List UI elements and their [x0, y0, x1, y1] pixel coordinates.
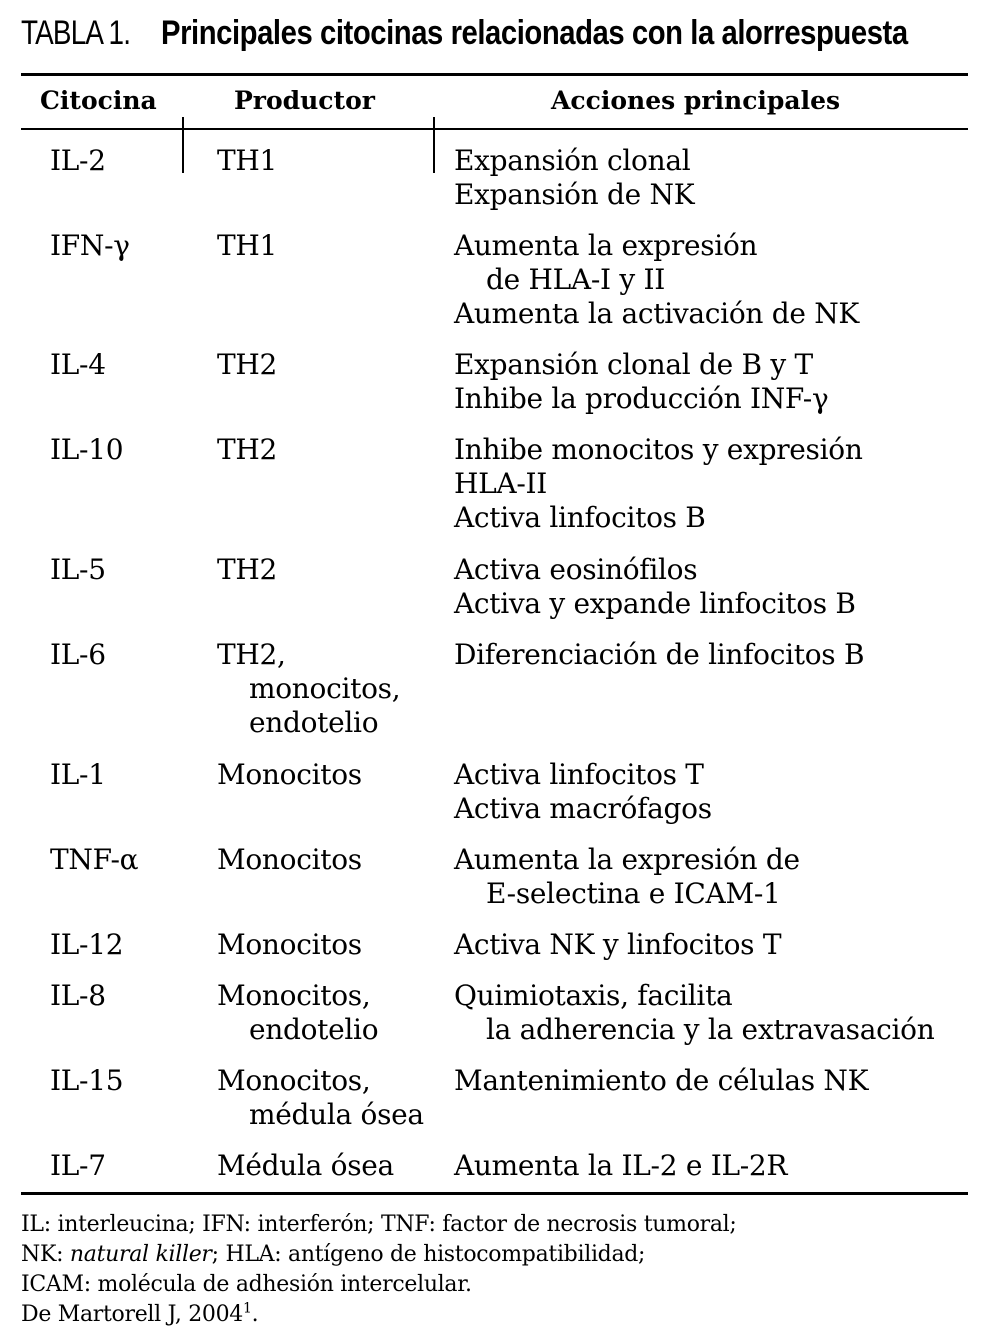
- producer-line: Monocitos: [217, 843, 362, 876]
- column-divider: [182, 117, 184, 173]
- action-line: Diferenciación de linfocitos B: [454, 638, 865, 671]
- source-end: .: [251, 1302, 259, 1327]
- producer-line: TH2: [217, 433, 278, 466]
- source-ref: 1: [243, 1300, 252, 1317]
- source-text: De Martorell J, 2004: [21, 1302, 244, 1327]
- action-line: Quimiotaxis, facilita: [454, 979, 733, 1012]
- table-title-row: [21, 14, 908, 53]
- table-title: Principales citocinas relacionadas con la alorrespuesta: [161, 14, 908, 52]
- cytokine-cell: IL-12: [50, 928, 124, 961]
- actions-cell: [454, 1064, 868, 1098]
- footnote-line: [21, 1240, 737, 1270]
- producer-line: TH1: [217, 229, 278, 262]
- producer-line: Monocitos,: [217, 979, 371, 1012]
- producer-cell: [217, 979, 378, 1047]
- header-producer: Productor: [234, 86, 375, 115]
- action-line: HLA-II: [454, 467, 548, 500]
- cytokine-cell: IL-8: [50, 979, 106, 1012]
- actions-cell: [454, 979, 934, 1047]
- producer-line: TH2: [217, 553, 278, 586]
- actions-cell: [454, 229, 859, 331]
- action-line: Activa NK y linfocitos T: [454, 928, 782, 961]
- cytokine-cell: IFN-γ: [50, 229, 130, 262]
- action-line: Aumenta la IL-2 e IL-2R: [454, 1149, 788, 1182]
- header-rule: [21, 128, 968, 130]
- action-line: de HLA-I y II: [486, 263, 665, 296]
- producer-line: Monocitos: [217, 928, 362, 961]
- cytokine-cell: IL-6: [50, 638, 106, 671]
- producer-line: TH2,: [217, 638, 286, 671]
- cytokine-cell: TNF-α: [50, 843, 139, 876]
- producer-line: Monocitos,: [217, 1064, 371, 1097]
- action-line: Activa y expande linfocitos B: [454, 587, 856, 620]
- producer-cell: [217, 433, 277, 467]
- cytokine-cell: IL-15: [50, 1064, 124, 1097]
- top-rule: [21, 73, 968, 76]
- footnote-text: NK:: [21, 1242, 70, 1267]
- table-footnotes: [21, 1210, 737, 1330]
- header-cytokine: Citocina: [40, 86, 157, 115]
- footnote-italic: natural killer: [69, 1242, 212, 1267]
- column-divider: [433, 117, 435, 173]
- cytokine-cell: IL-4: [50, 348, 106, 381]
- producer-cell: [217, 348, 277, 382]
- actions-cell: [454, 144, 694, 212]
- cytokine-cell: IL-2: [50, 144, 106, 177]
- source-citation: [21, 1300, 737, 1330]
- actions-cell: [454, 928, 781, 962]
- action-line: Aumenta la expresión: [454, 229, 758, 262]
- action-line: Expansión clonal de B y T: [454, 348, 813, 381]
- footnote-line: ICAM: molécula de adhesión intercelular.: [21, 1272, 472, 1297]
- producer-cell: [217, 553, 277, 587]
- cytokine-cell: IL-5: [50, 553, 106, 586]
- actions-cell: [454, 348, 828, 416]
- actions-cell: [454, 1149, 787, 1183]
- bottom-rule: [21, 1192, 968, 1195]
- actions-cell: [454, 843, 800, 911]
- cytokine-cell: IL-7: [50, 1149, 106, 1182]
- producer-cell: [217, 144, 277, 178]
- action-line: Activa linfocitos B: [454, 501, 706, 534]
- header-actions: Acciones principales: [551, 86, 841, 115]
- producer-cell: [217, 638, 400, 740]
- action-line: Expansión clonal: [454, 144, 691, 177]
- action-line: Activa eosinófilos: [454, 553, 698, 586]
- footnote-text: ; HLA: antígeno de histocompatibilidad;: [211, 1242, 646, 1267]
- producer-cell: [217, 758, 362, 792]
- producer-line: endotelio: [249, 1013, 379, 1046]
- producer-cell: [217, 1064, 424, 1132]
- producer-line: TH2: [217, 348, 278, 381]
- action-line: la adherencia y la extravasación: [486, 1013, 935, 1046]
- producer-line: médula ósea: [249, 1098, 424, 1131]
- footnote-line: IL: interleucina; IFN: interferón; TNF: factor de necrosis tumoral;: [21, 1212, 737, 1237]
- action-line: Inhibe monocitos y expresión: [454, 433, 863, 466]
- action-line: Expansión de NK: [454, 178, 695, 211]
- action-line: E-selectina e ICAM-1: [486, 877, 781, 910]
- producer-cell: [217, 843, 362, 877]
- producer-line: Monocitos: [217, 758, 362, 791]
- actions-cell: [454, 638, 864, 672]
- action-line: Aumenta la expresión de: [454, 843, 800, 876]
- actions-cell: [454, 433, 863, 535]
- actions-cell: [454, 758, 712, 826]
- producer-cell: [217, 1149, 394, 1183]
- action-line: Inhibe la producción INF-γ: [454, 382, 829, 415]
- cytokine-cell: IL-10: [50, 433, 124, 466]
- producer-line: Médula ósea: [217, 1149, 394, 1182]
- producer-cell: [217, 229, 277, 263]
- producer-line: monocitos,: [249, 672, 401, 705]
- cytokine-cell: IL-1: [50, 758, 106, 791]
- action-line: Aumenta la activación de NK: [454, 297, 860, 330]
- producer-cell: [217, 928, 362, 962]
- table-label: TABLA 1.: [21, 14, 131, 52]
- actions-cell: [454, 553, 856, 621]
- producer-line: endotelio: [249, 706, 379, 739]
- action-line: Mantenimiento de células NK: [454, 1064, 869, 1097]
- action-line: Activa linfocitos T: [454, 758, 704, 791]
- producer-line: TH1: [217, 144, 278, 177]
- action-line: Activa macrófagos: [454, 792, 712, 825]
